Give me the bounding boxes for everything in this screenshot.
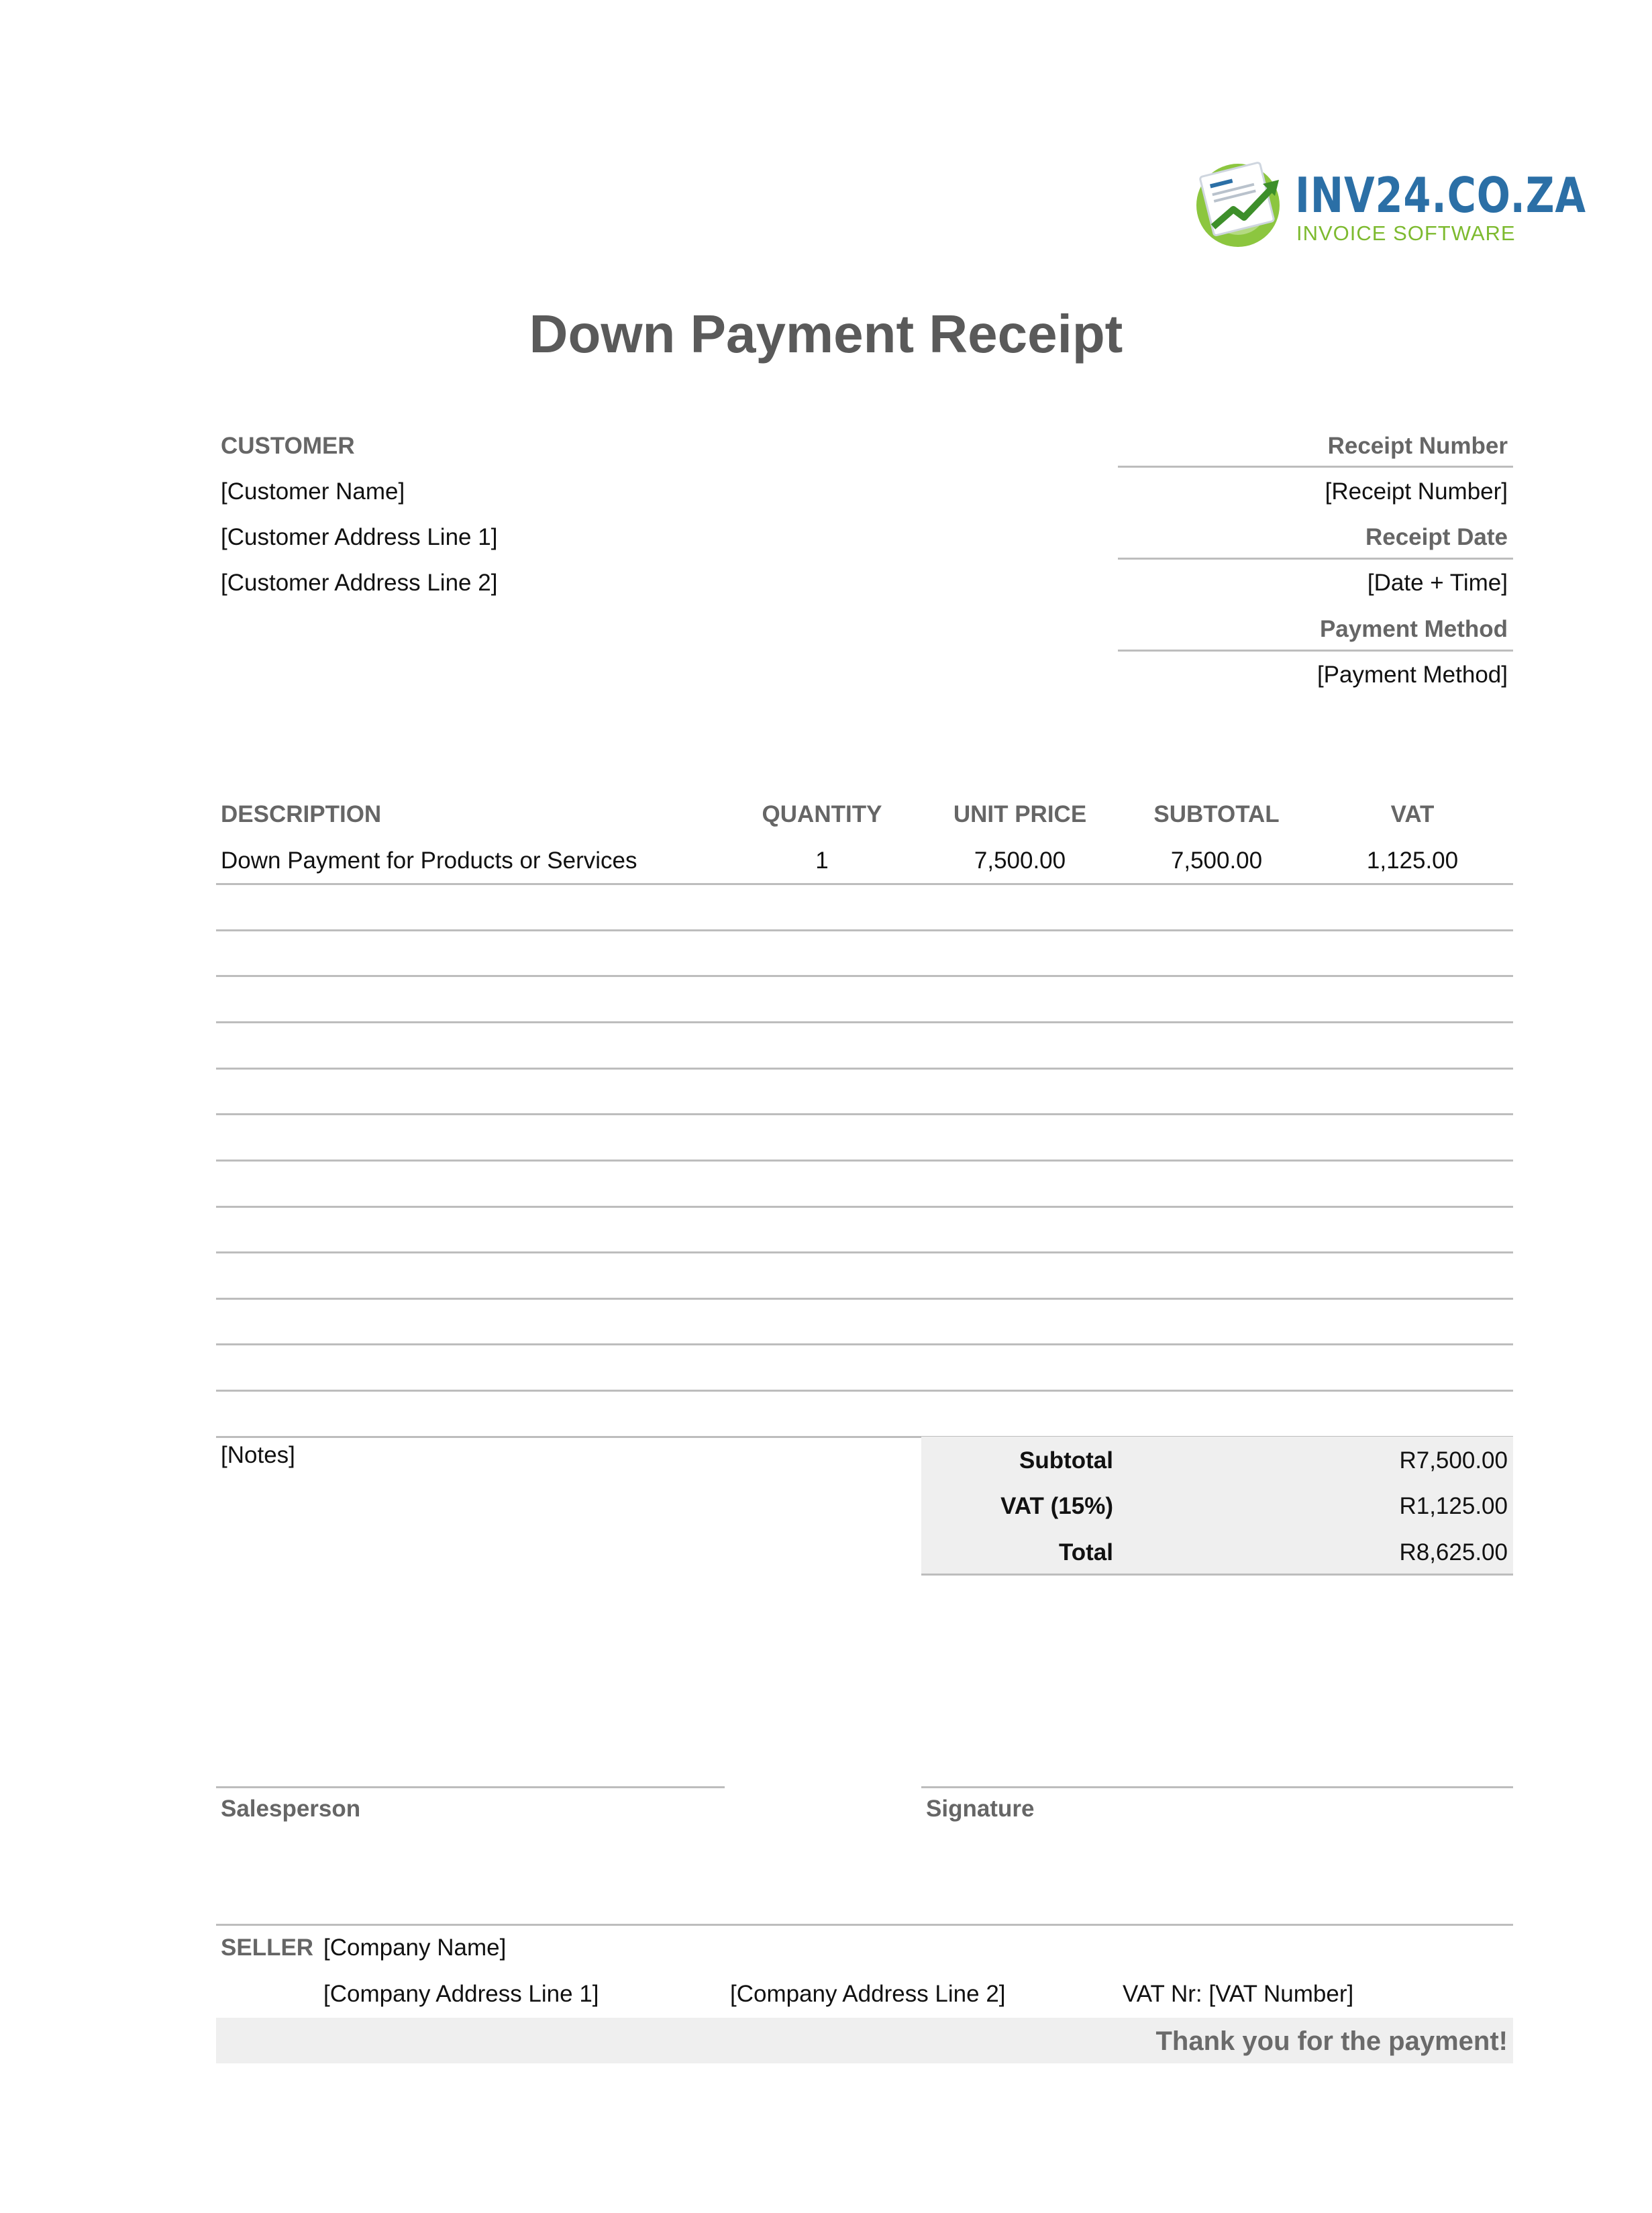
subtotal-value: R7,500.00 [1399,1447,1508,1474]
subtotal-label: Subtotal [1019,1447,1113,1474]
vat-label: VAT (15%) [1000,1493,1113,1519]
signature-label: Signature [926,1796,1035,1822]
column-header-vat: VAT [1390,801,1435,827]
seller-company-name: [Company Name] [323,1935,507,1961]
customer-address-line-2: [Customer Address Line 2] [221,570,498,596]
column-header-subtotal: SUBTOTAL [1153,801,1280,827]
row-description: Down Payment for Products or Services [221,847,637,874]
table-row-line [216,975,1513,977]
table-row-line [216,1113,1513,1115]
seller-address-line-1: [Company Address Line 1] [323,1981,599,2007]
table-row-line [216,1206,1513,1208]
customer-label: CUSTOMER [221,433,355,459]
divider [1118,650,1513,652]
seller-address-line-2: [Company Address Line 2] [730,1981,1006,2007]
notes: [Notes] [221,1442,295,1468]
column-header-description: DESCRIPTION [221,801,382,827]
row-subtotal: 7,500.00 [1170,847,1263,874]
logo-icon [1188,153,1308,254]
column-header-quantity: QUANTITY [762,801,882,827]
customer-address-line-1: [Customer Address Line 1] [221,524,498,550]
document-title: Down Payment Receipt [529,304,1123,364]
logo-tagline: INVOICE SOFTWARE [1296,221,1516,245]
row-vat: 1,125.00 [1366,847,1459,874]
divider [1118,466,1513,468]
table-row-line [216,1160,1513,1162]
table-row-line [216,1343,1513,1345]
salesperson-line [216,1786,725,1788]
salesperson-label: Salesperson [221,1796,361,1822]
seller-vat-number: VAT Nr: [VAT Number] [1123,1981,1354,2007]
column-header-unit-price: UNIT PRICE [953,801,1087,827]
divider [921,1574,1513,1576]
row-quantity: 1 [815,847,829,874]
thank-you-message: Thank you for the payment! [1155,2026,1508,2056]
table-row-line [216,1021,1513,1023]
receipt-number-label: Receipt Number [1327,433,1508,459]
payment-method-label: Payment Method [1319,616,1508,642]
total-value: R8,625.00 [1399,1539,1508,1565]
seller-label: SELLER [221,1935,314,1961]
divider [1118,558,1513,560]
seller-divider [216,1924,1513,1926]
total-label: Total [1058,1539,1113,1565]
row-unit-price: 7,500.00 [974,847,1066,874]
table-row-line [216,1298,1513,1300]
table-row-line [216,1251,1513,1253]
table-row-line [216,1390,1513,1392]
logo-brand-text: INV24.CO.ZA [1295,167,1586,223]
receipt-number-value: [Receipt Number] [1325,478,1508,505]
receipt-date-label: Receipt Date [1365,524,1508,550]
table-row-line [216,883,1513,885]
table-row-line [216,1068,1513,1070]
signature-line [921,1786,1513,1788]
customer-name: [Customer Name] [221,478,405,505]
table-row-line [216,929,1513,931]
payment-method-value: [Payment Method] [1317,662,1508,688]
receipt-date-value: [Date + Time] [1367,570,1508,596]
vat-value: R1,125.00 [1399,1493,1508,1519]
